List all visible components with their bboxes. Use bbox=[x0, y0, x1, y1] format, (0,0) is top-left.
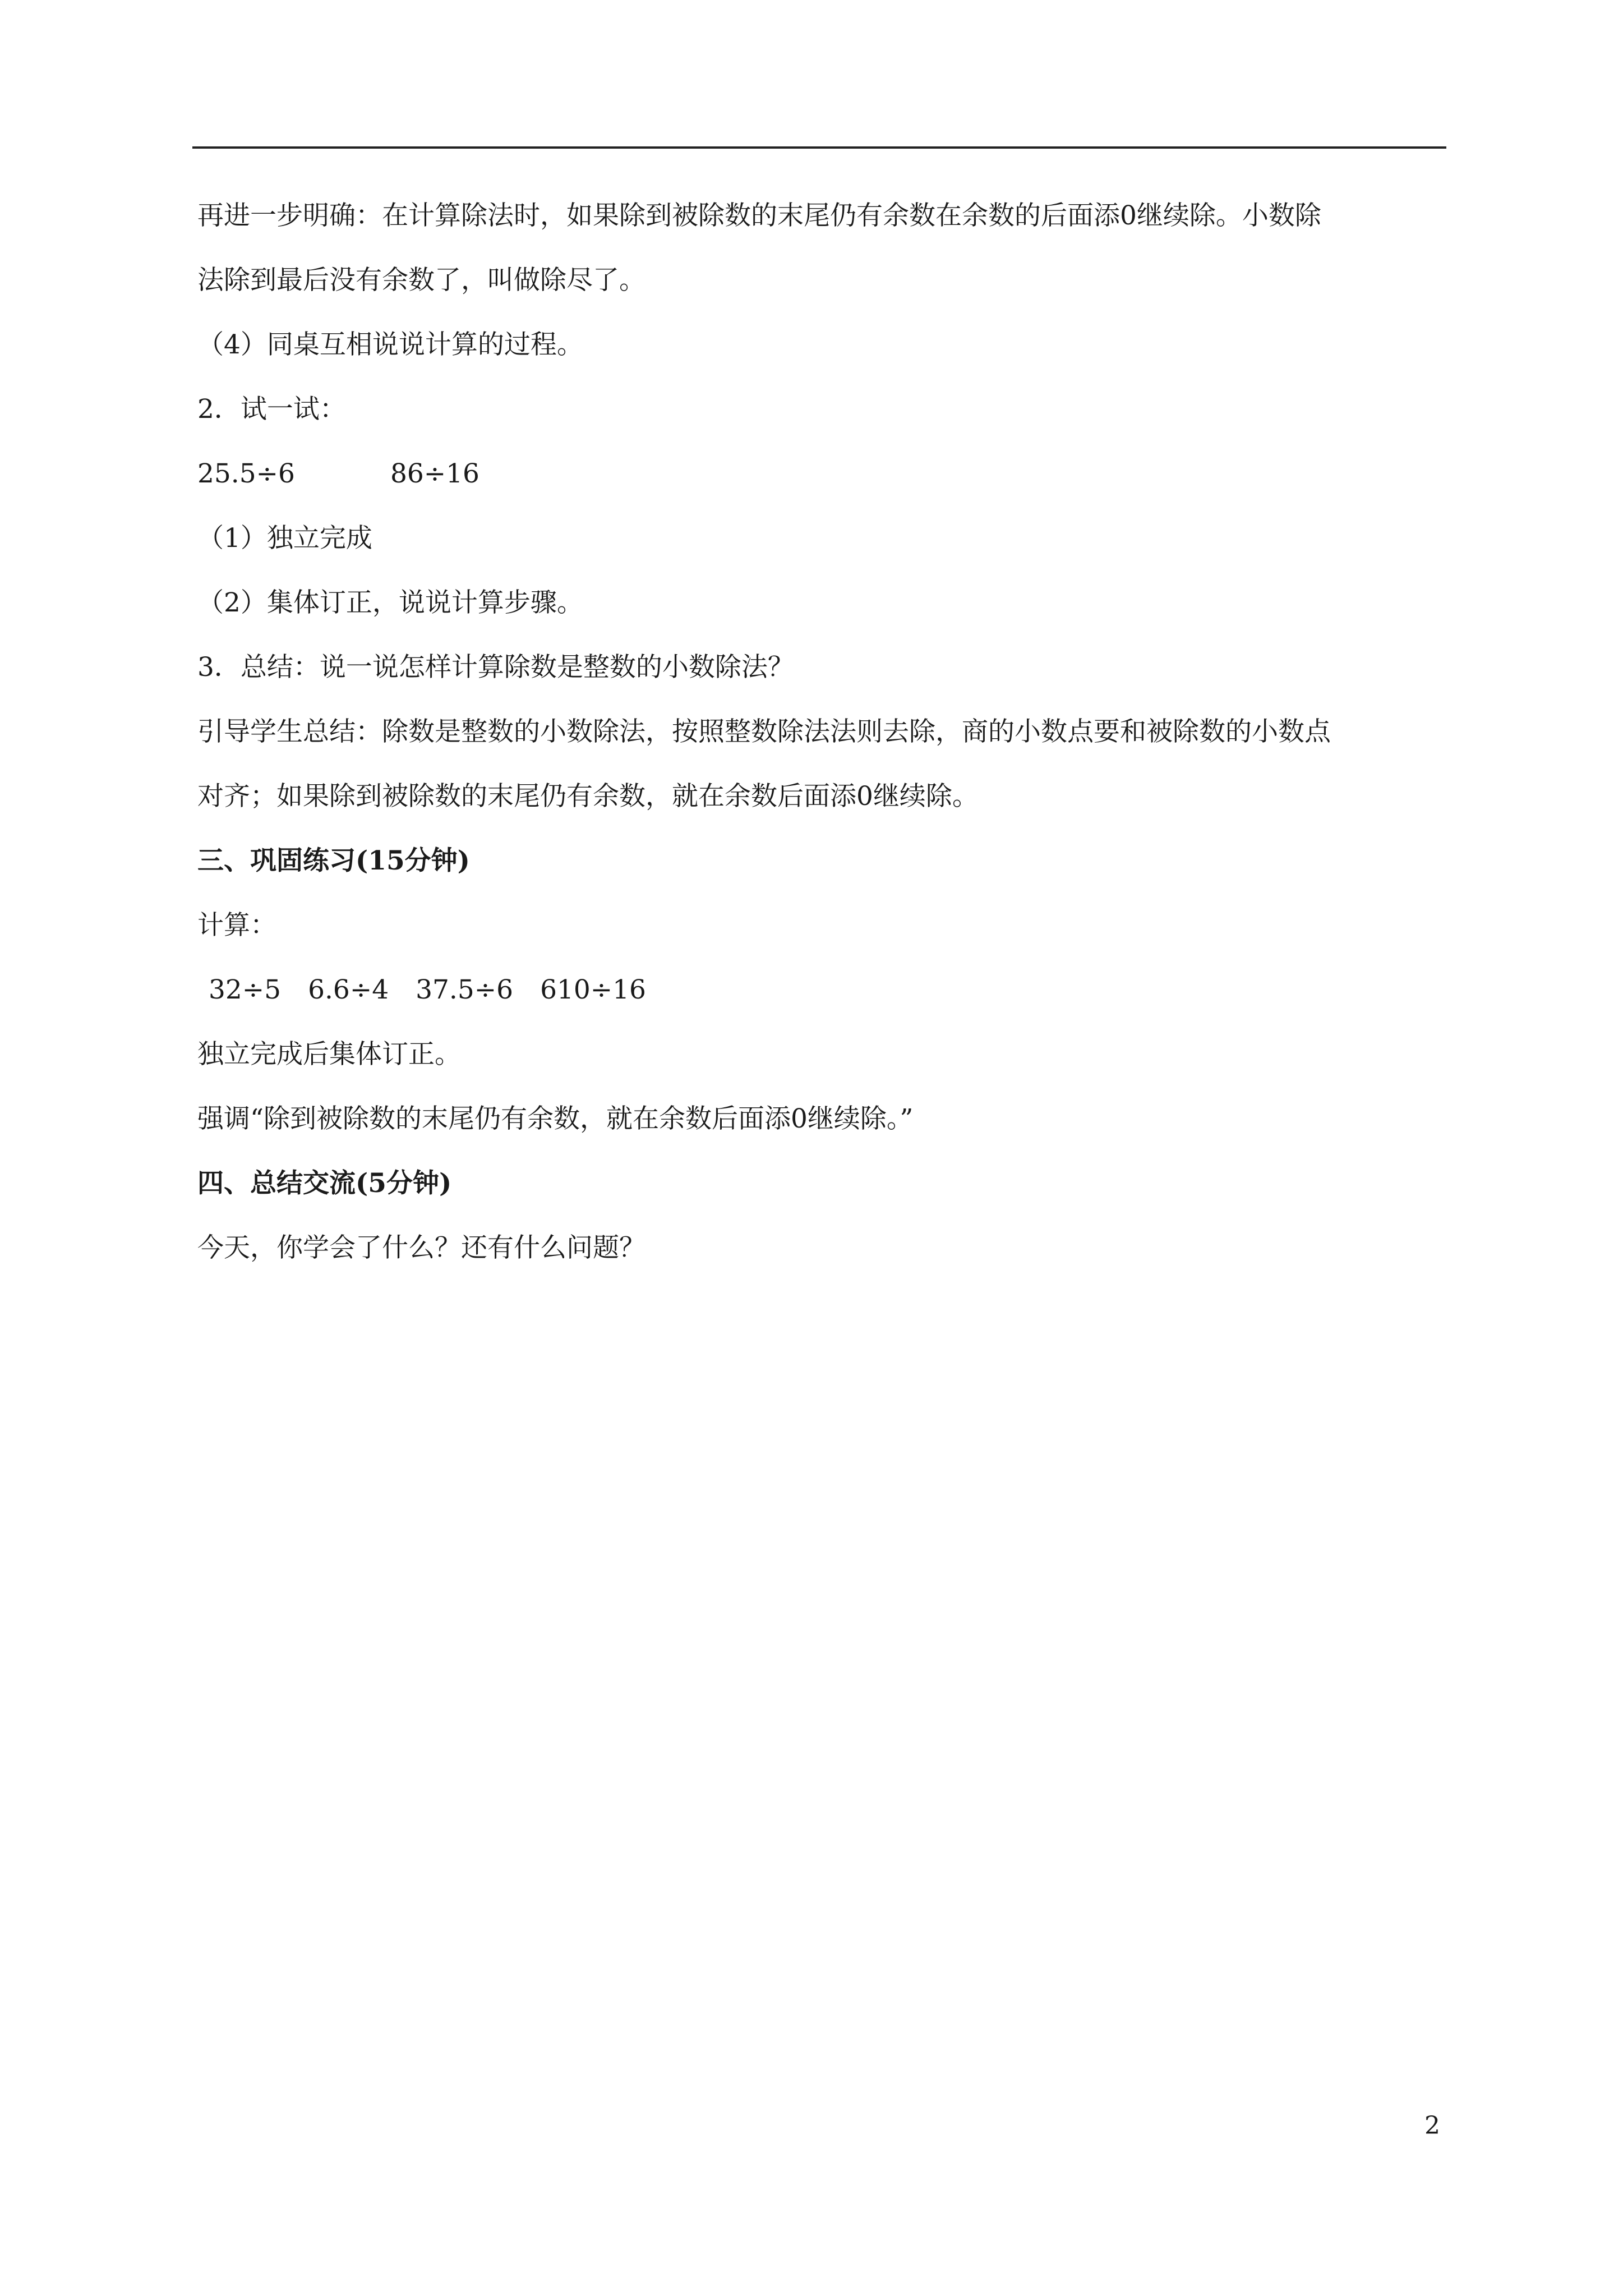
header-rule bbox=[192, 146, 1446, 149]
paragraph-clarify-line-1: 再进一步明确：在计算除法时，如果除到被除数的末尾仍有余数在余数的后面添0继续除。小数除 bbox=[197, 200, 1321, 231]
try-problems-row bbox=[197, 457, 1448, 491]
paragraph-guide-line-2: 对齐；如果除到被除数的末尾仍有余数，就在余数后面添0继续除。 bbox=[197, 781, 979, 812]
paragraph-closing-question: 今天，你学会了什么？还有什么问题？ bbox=[197, 1232, 645, 1263]
exercise-item: 610÷16 bbox=[540, 974, 646, 1005]
section-summary-exchange-heading: 四、总结交流(5分钟) bbox=[197, 1168, 452, 1199]
paragraph-calc-label: 计算： bbox=[197, 910, 276, 941]
paragraph-emphasis: 强调“除到被除数的末尾仍有余数，就在余数后面添0继续除。” bbox=[197, 1103, 914, 1134]
paragraph-clarify-line-2: 法除到最后没有余数了，叫做除尽了。 bbox=[197, 265, 645, 296]
page-number: 2 bbox=[1424, 2111, 1440, 2140]
paragraph-after-correct: 独立完成后集体订正。 bbox=[197, 1039, 461, 1070]
exercise-item: 6.6÷4 bbox=[308, 974, 389, 1005]
paragraph-guide-line-1: 引导学生总结：除数是整数的小数除法，按照整数除法法则去除，商的小数点要和被除数的小数点 bbox=[197, 716, 1331, 747]
exercises-row bbox=[197, 973, 1448, 1007]
try-problem: 25.5÷6 bbox=[197, 458, 295, 489]
section-try-heading: 2．试一试： bbox=[197, 394, 346, 425]
exercise-item: 37.5÷6 bbox=[416, 974, 514, 1005]
try-problem: 86÷16 bbox=[390, 458, 479, 489]
section-practice-heading: 三、巩固练习(15分钟) bbox=[197, 845, 470, 876]
document-body bbox=[197, 199, 1448, 1296]
paragraph-collective-correct: （2）集体订正，说说计算步骤。 bbox=[197, 587, 583, 618]
paragraph-independent: （1）独立完成 bbox=[197, 523, 372, 554]
section-summary-heading: 3．总结：说一说怎样计算除数是整数的小数除法？ bbox=[197, 652, 794, 683]
paragraph-step-4: （4）同桌互相说说计算的过程。 bbox=[197, 329, 583, 360]
exercise-item: 32÷5 bbox=[209, 974, 282, 1005]
